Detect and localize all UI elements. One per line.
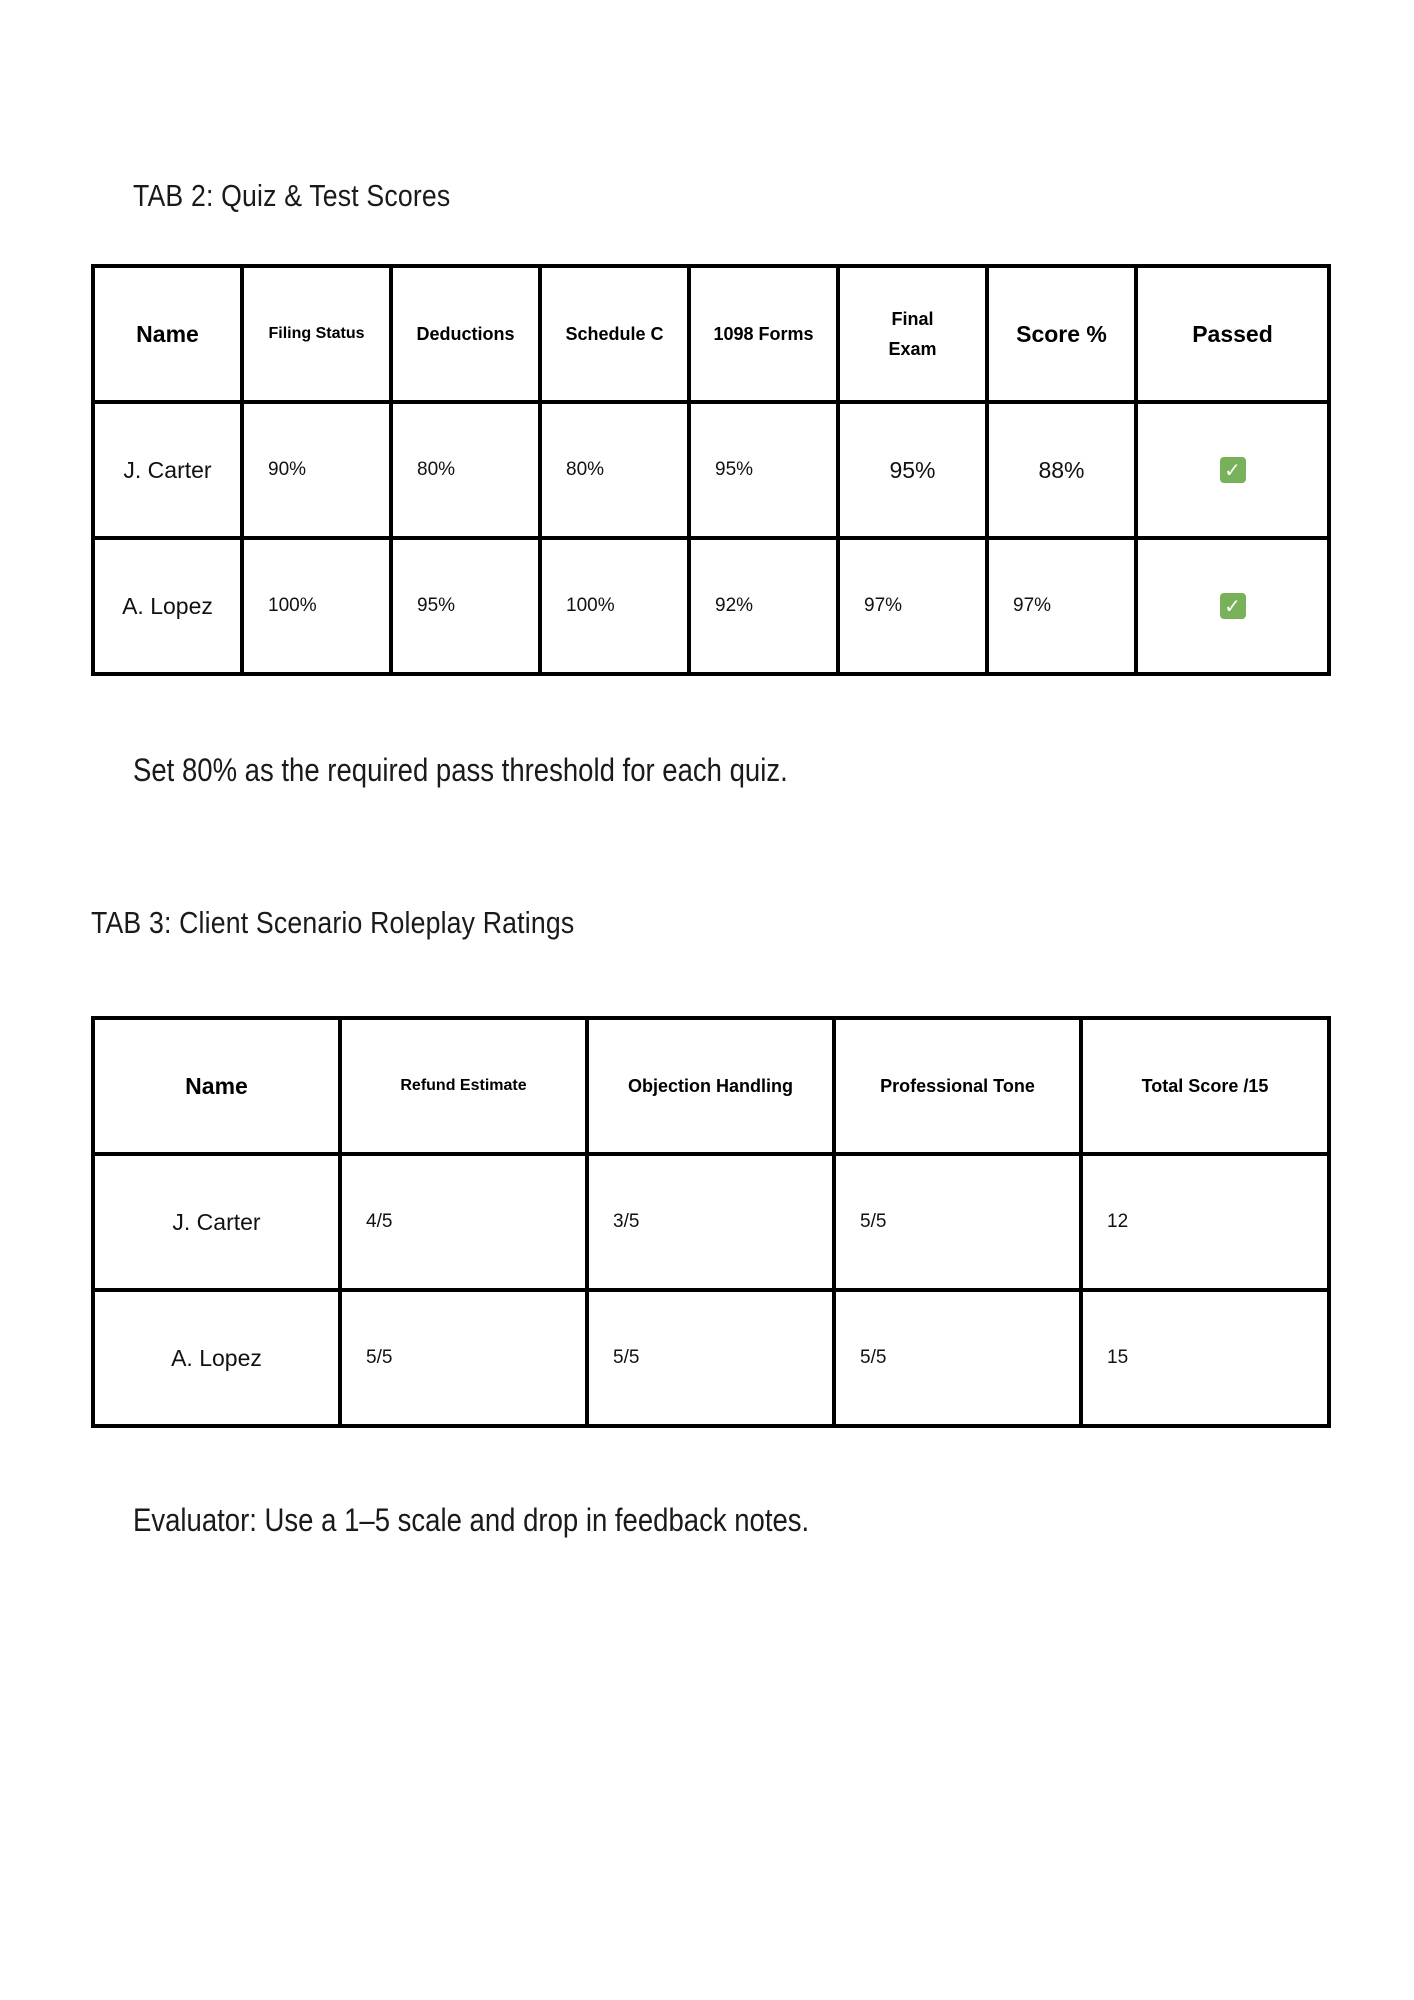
header-refund-estimate: Refund Estimate bbox=[340, 1018, 587, 1154]
header-final-exam-line2: Exam bbox=[888, 339, 937, 359]
header-passed: Passed bbox=[1136, 266, 1329, 402]
check-mark-icon: ✓ bbox=[1220, 457, 1246, 483]
cell-final-exam: 97% bbox=[838, 538, 987, 674]
table-row bbox=[93, 538, 1329, 674]
cell-1098-forms: 95% bbox=[689, 402, 838, 538]
cell-passed bbox=[1136, 402, 1329, 538]
cell-objection-handling: 5/5 bbox=[587, 1290, 834, 1426]
cell-professional-tone: 5/5 bbox=[834, 1290, 1081, 1426]
cell-total-score: 15 bbox=[1081, 1290, 1329, 1426]
cell-refund-estimate: 4/5 bbox=[340, 1154, 587, 1290]
cell-total-score: 12 bbox=[1081, 1154, 1329, 1290]
header-filing-status: Filing Status bbox=[242, 266, 391, 402]
cell-objection-handling: 3/5 bbox=[587, 1154, 834, 1290]
cell-passed bbox=[1136, 538, 1329, 674]
cell-schedule-c: 100% bbox=[540, 538, 689, 674]
cell-filing-status: 100% bbox=[242, 538, 391, 674]
table-row bbox=[93, 1154, 1329, 1290]
roleplay-ratings-table bbox=[91, 1016, 1331, 1428]
cell-professional-tone: 5/5 bbox=[834, 1154, 1081, 1290]
table-header-row bbox=[93, 266, 1329, 402]
cell-refund-estimate: 5/5 bbox=[340, 1290, 587, 1426]
table-header-row bbox=[93, 1018, 1329, 1154]
cell-deductions: 80% bbox=[391, 402, 540, 538]
cell-score-pct: 88% bbox=[987, 402, 1136, 538]
table-row bbox=[93, 402, 1329, 538]
table-row bbox=[93, 1290, 1329, 1426]
row-name: J. Carter bbox=[93, 1154, 340, 1290]
row-name: J. Carter bbox=[93, 402, 242, 538]
tab2-title: TAB 2: Quiz & Test Scores bbox=[133, 178, 451, 213]
cell-deductions: 95% bbox=[391, 538, 540, 674]
cell-1098-forms: 92% bbox=[689, 538, 838, 674]
tab2-note: Set 80% as the required pass threshold for each quiz. bbox=[133, 752, 788, 788]
cell-score-pct: 97% bbox=[987, 538, 1136, 674]
cell-filing-status: 90% bbox=[242, 402, 391, 538]
row-name: A. Lopez bbox=[93, 538, 242, 674]
header-deductions: Deductions bbox=[391, 266, 540, 402]
header-professional-tone: Professional Tone bbox=[834, 1018, 1081, 1154]
quiz-scores-table bbox=[91, 264, 1331, 676]
cell-final-exam: 95% bbox=[838, 402, 987, 538]
tab3-title: TAB 3: Client Scenario Roleplay Ratings bbox=[91, 905, 575, 940]
header-schedule-c: Schedule C bbox=[540, 266, 689, 402]
check-mark-icon: ✓ bbox=[1220, 593, 1246, 619]
header-objection-handling: Objection Handling bbox=[587, 1018, 834, 1154]
header-score-pct: Score % bbox=[987, 266, 1136, 402]
cell-schedule-c: 80% bbox=[540, 402, 689, 538]
tab3-note: Evaluator: Use a 1–5 scale and drop in feedback notes. bbox=[133, 1502, 810, 1538]
row-name: A. Lopez bbox=[93, 1290, 340, 1426]
header-final-exam bbox=[838, 266, 987, 402]
header-final-exam-line1: Final bbox=[891, 309, 934, 329]
header-name: Name bbox=[93, 1018, 340, 1154]
header-name: Name bbox=[93, 266, 242, 402]
header-1098-forms: 1098 Forms bbox=[689, 266, 838, 402]
header-total-score: Total Score /15 bbox=[1081, 1018, 1329, 1154]
